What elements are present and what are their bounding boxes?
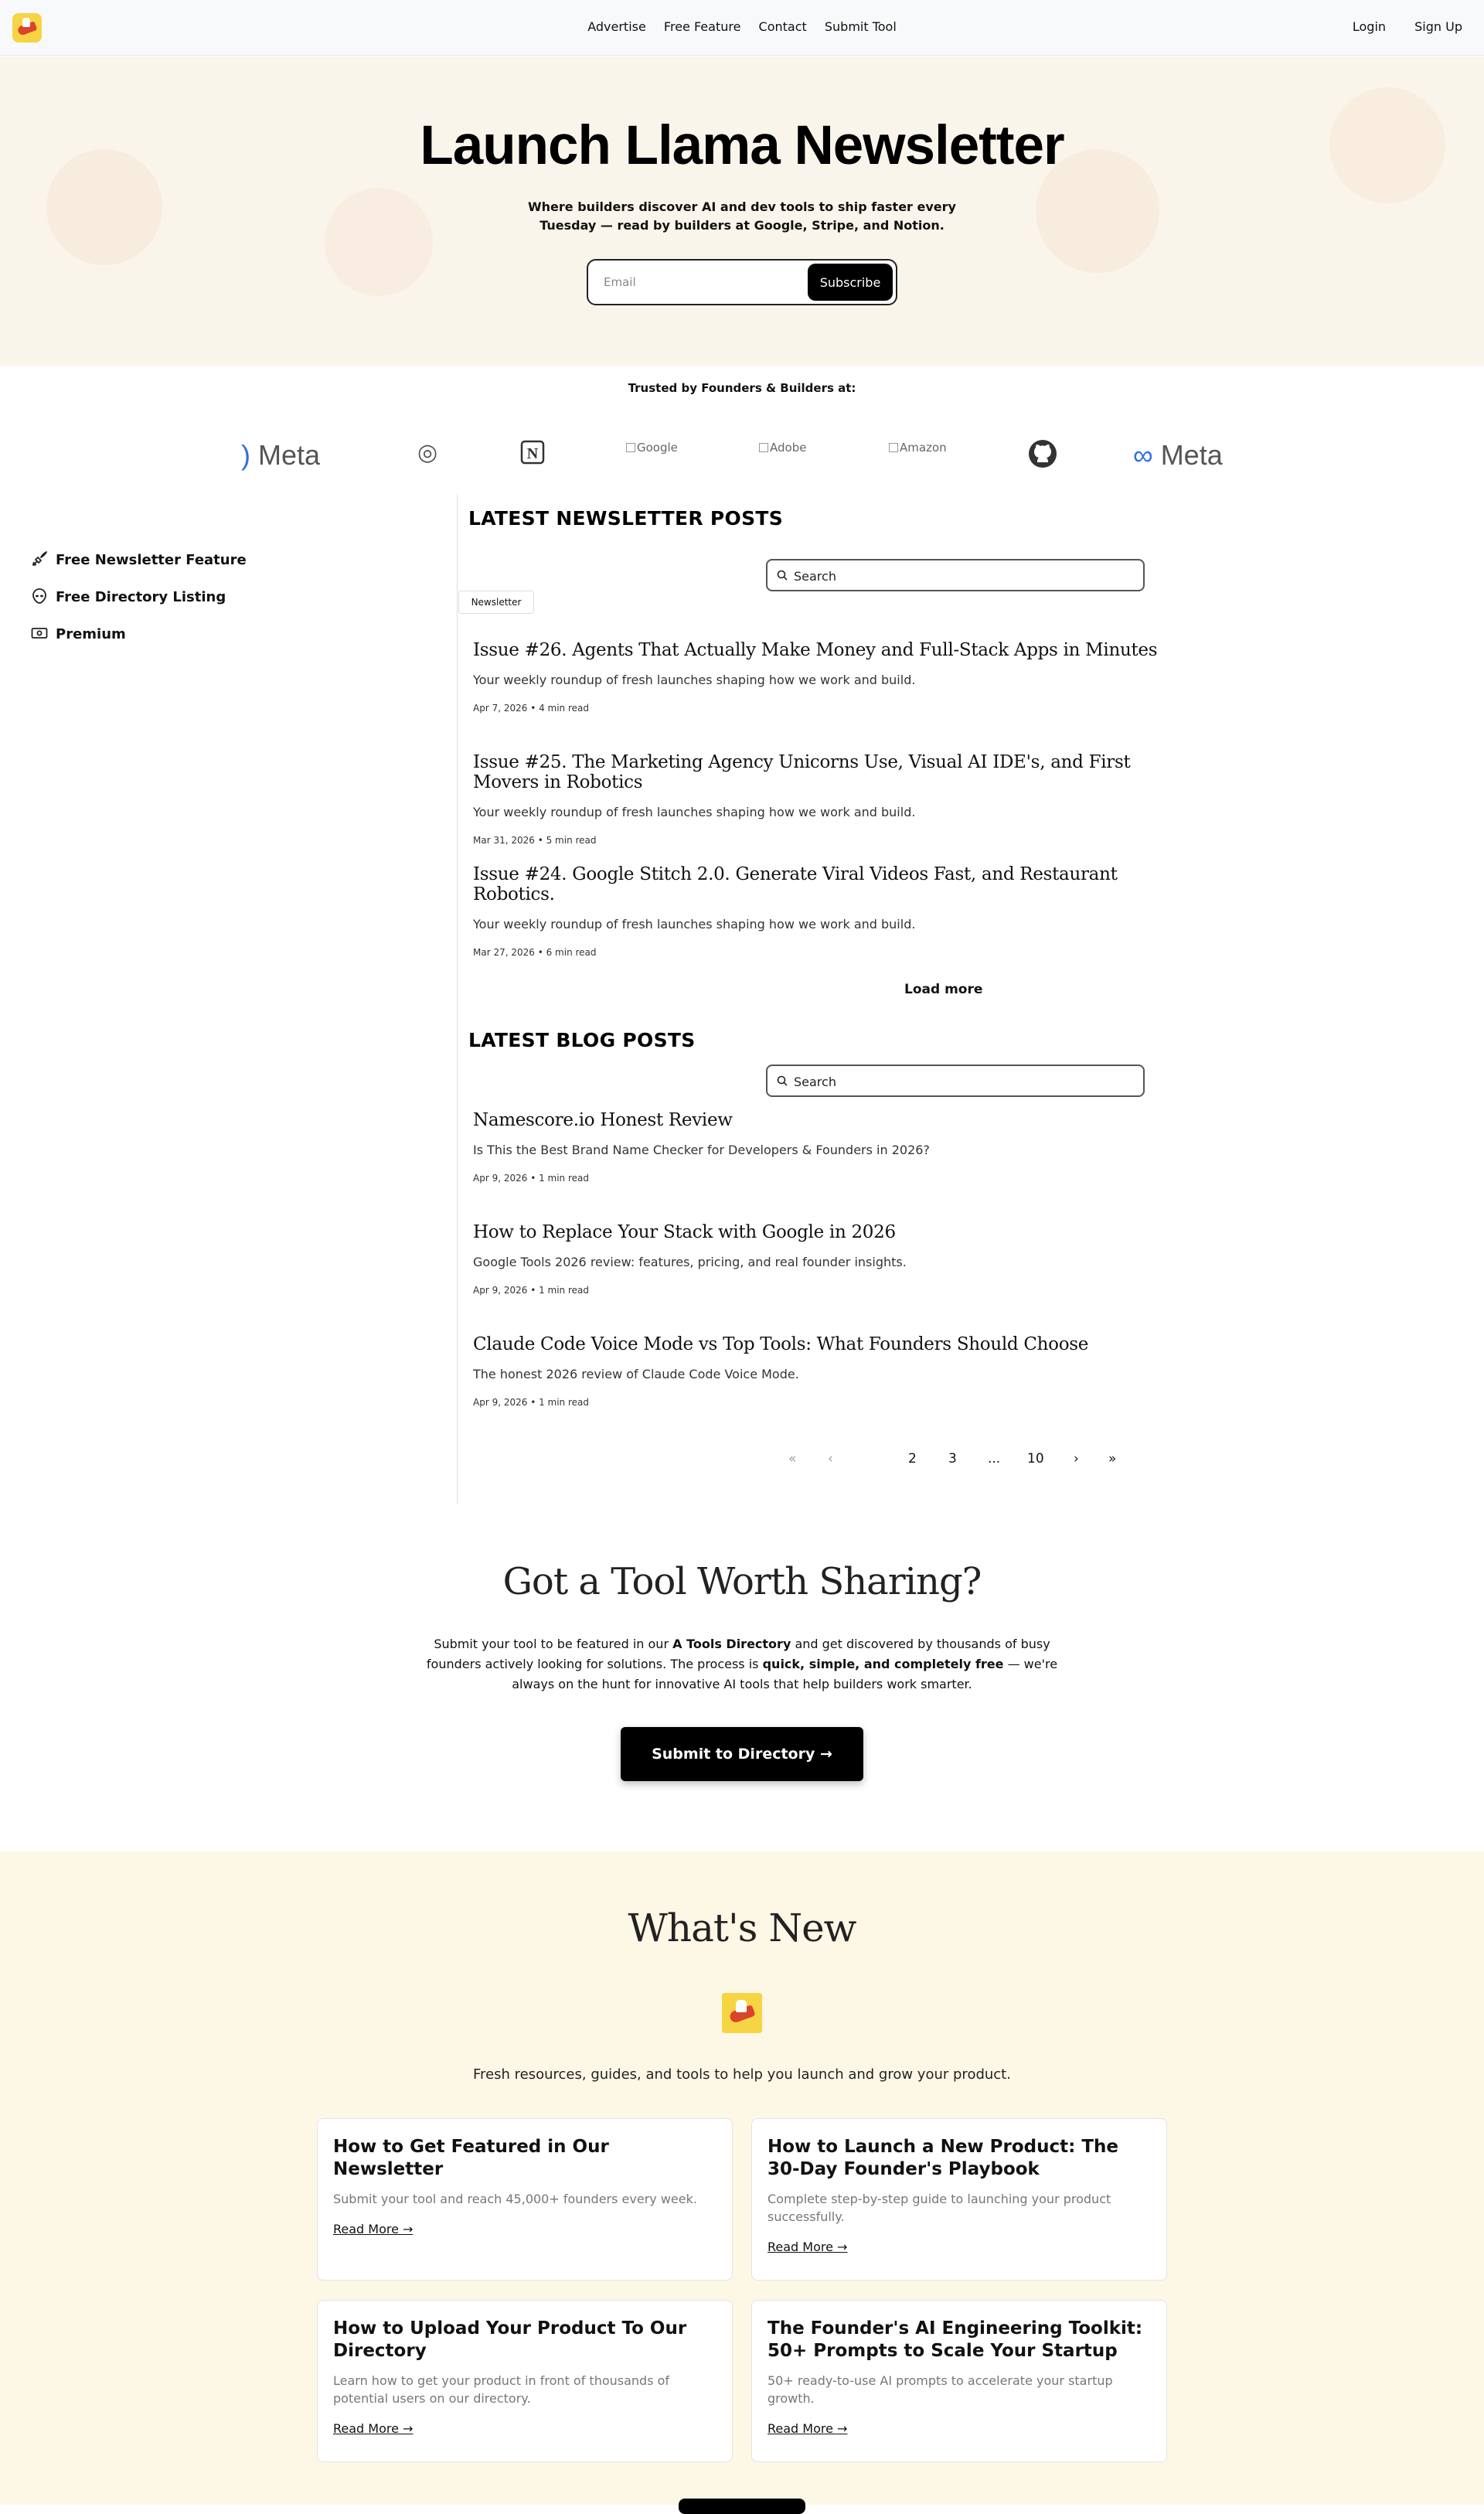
post-title[interactable]: Issue #26. Agents That Actually Make Money and Full-Stack Apps in Minutes <box>473 640 1158 660</box>
hero-title: Launch Llama Newsletter <box>420 115 1064 176</box>
newsletter-tag[interactable]: Newsletter <box>458 591 534 614</box>
read-more-link[interactable]: Read More → <box>333 2421 414 2436</box>
resource-card <box>317 2118 733 2281</box>
newsletter-post <box>473 640 1169 714</box>
meta-logo: ) Meta <box>241 439 321 471</box>
newsletter-post <box>473 752 1169 846</box>
sidebar-item-label: Free Directory Listing <box>56 589 226 605</box>
hero-subtitle: Where builders discover AI and dev tools to ship faster every Tuesday — read by builders at Google, Stripe, and Notion. <box>528 199 956 233</box>
blog-section-title: LATEST BLOG POSTS <box>468 1029 696 1051</box>
post-title[interactable]: How to Replace Your Stack with Google in 2026 <box>473 1222 896 1242</box>
nav-link-free-feature[interactable]: Free Feature <box>663 19 741 34</box>
bottom-button[interactable] <box>679 2499 805 2514</box>
signup-link[interactable]: Sign Up <box>1414 19 1462 34</box>
first-page-button[interactable]: « <box>788 1451 797 1466</box>
resource-card <box>751 2300 1167 2462</box>
card-title: How to Launch a New Product: The 30-Day Founder's Playbook <box>768 2137 1119 2179</box>
notion-icon <box>519 439 546 472</box>
nav-link-advertise[interactable]: Advertise <box>587 19 646 34</box>
sidebar-item-label: Premium <box>56 626 126 642</box>
page-button-3[interactable]: 3 <box>948 1451 957 1466</box>
email-signup-form <box>587 259 897 305</box>
page-ellipsis: ... <box>988 1451 1001 1466</box>
rocket-icon <box>31 550 48 567</box>
adobe-logo: Adobe <box>759 441 806 455</box>
arrow-right-icon: → <box>819 1746 832 1763</box>
post-meta: Apr 7, 2026 • 4 min read <box>473 703 589 714</box>
search-icon <box>777 570 788 581</box>
post-meta: Apr 9, 2026 • 1 min read <box>473 1173 589 1184</box>
load-more-button[interactable]: Load more <box>904 982 983 997</box>
prev-page-button[interactable]: ‹ <box>828 1451 833 1466</box>
card-title: The Founder's AI Engineering Toolkit: 50+ Prompts to Scale Your Startup <box>768 2318 1143 2361</box>
last-page-button[interactable]: » <box>1108 1451 1117 1466</box>
cash-icon <box>31 625 48 642</box>
card-description: Complete step-by-step guide to launching your product successfully. <box>768 2192 1111 2224</box>
whats-new-section <box>0 1851 1484 2505</box>
post-description: Your weekly roundup of fresh launches shaping how we work and build. <box>473 673 916 687</box>
submit-to-directory-button[interactable]: Submit to Directory → <box>621 1727 863 1781</box>
alien-icon <box>31 588 48 605</box>
post-description: The honest 2026 review of Claude Code Voice Mode. <box>473 1367 799 1381</box>
sidebar-item-label: Free Newsletter Feature <box>56 552 247 568</box>
newsletter-post <box>473 864 1169 958</box>
card-description: Learn how to get your product in front of thousands of potential users on our directory. <box>333 2373 670 2406</box>
openai-icon: ◎ <box>417 440 438 465</box>
newsletter-search <box>766 559 1145 591</box>
amazon-logo: Amazon <box>889 441 947 455</box>
card-title: How to Upload Your Product To Our Directory <box>333 2318 687 2361</box>
blog-post <box>473 1110 1169 1184</box>
read-more-link[interactable]: Read More → <box>768 2240 848 2254</box>
search-icon <box>777 1075 788 1086</box>
nav-link-submit-tool[interactable]: Submit Tool <box>824 19 897 34</box>
read-more-link[interactable]: Read More → <box>768 2421 848 2436</box>
sidebar-item-free-newsletter-feature[interactable] <box>31 550 278 588</box>
post-title[interactable]: Issue #24. Google Stitch 2.0. Generate Viral Videos Fast, and Restaurant Robotics. <box>473 864 1118 904</box>
newsletter-search-input[interactable] <box>794 567 1134 585</box>
read-more-link[interactable]: Read More → <box>333 2222 414 2236</box>
blog-post <box>473 1222 1169 1296</box>
post-meta: Apr 9, 2026 • 1 min read <box>473 1397 589 1408</box>
logo-strip <box>241 433 1237 476</box>
sidebar-item-free-directory-listing[interactable] <box>31 588 278 625</box>
post-description: Your weekly roundup of fresh launches shaping how we work and build. <box>473 917 916 932</box>
nav-links <box>0 19 1484 34</box>
post-meta: Mar 27, 2026 • 6 min read <box>473 947 597 958</box>
card-description: Submit your tool and reach 45,000+ founders every week. <box>333 2192 697 2206</box>
whats-new-subtitle: Fresh resources, guides, and tools to help you launch and grow your product. <box>473 2066 1011 2083</box>
post-description: Google Tools 2026 review: features, pricing, and real founder insights. <box>473 1255 907 1269</box>
hero <box>0 56 1484 366</box>
svg-text:N: N <box>526 445 539 462</box>
post-meta: Apr 9, 2026 • 1 min read <box>473 1285 589 1296</box>
cta-description: Submit your tool to be featured in our A Tools Directory and get discovered by thousands of busy founders actively looking for solutions. The process is quick, simple, and completely free — we're always on the hunt for innovative AI tools that help builders work smarter. <box>426 1637 1058 1691</box>
card-title: How to Get Featured in Our Newsletter <box>333 2137 609 2179</box>
trusted-heading: Trusted by Founders & Builders at: <box>628 381 856 395</box>
post-title[interactable]: Claude Code Voice Mode vs Top Tools: What Founders Should Choose <box>473 1334 1089 1354</box>
post-description: Your weekly roundup of fresh launches shaping how we work and build. <box>473 805 916 819</box>
card-description: 50+ ready-to-use AI prompts to accelerate your startup growth. <box>768 2373 1113 2406</box>
sidebar <box>31 550 278 662</box>
next-page-button[interactable]: › <box>1074 1451 1079 1466</box>
google-logo: Google <box>626 441 678 455</box>
cta-title: Got a Tool Worth Sharing? <box>502 1560 982 1603</box>
blog-search-input[interactable] <box>794 1072 1134 1091</box>
newsletter-section-title: LATEST NEWSLETTER POSTS <box>468 507 784 530</box>
blog-search <box>766 1065 1145 1097</box>
sidebar-divider <box>457 495 458 1504</box>
nav-auth <box>1328 19 1462 34</box>
github-icon <box>1028 439 1057 475</box>
launch-llama-logo <box>722 1993 762 2033</box>
email-input[interactable] <box>597 268 798 296</box>
page-button-10[interactable]: 10 <box>1027 1451 1044 1466</box>
page-button-2[interactable]: 2 <box>908 1451 917 1466</box>
resource-card <box>317 2300 733 2462</box>
resource-card <box>751 2118 1167 2281</box>
login-link[interactable]: Login <box>1352 19 1387 34</box>
subscribe-button[interactable]: Subscribe <box>808 264 893 301</box>
nav-link-contact[interactable]: Contact <box>758 19 807 34</box>
sidebar-item-premium[interactable] <box>31 625 278 662</box>
top-nav <box>0 0 1484 56</box>
meta-logo: ∞ Meta <box>1133 439 1223 471</box>
post-title[interactable]: Issue #25. The Marketing Agency Unicorns Use, Visual AI IDE's, and First Movers in Robotics <box>473 752 1131 792</box>
whats-new-title: What's New <box>628 1906 856 1950</box>
post-description: Is This the Best Brand Name Checker for Developers & Founders in 2026? <box>473 1143 930 1157</box>
post-title[interactable]: Namescore.io Honest Review <box>473 1110 733 1130</box>
post-meta: Mar 31, 2026 • 5 min read <box>473 835 597 846</box>
hero-pattern <box>325 188 433 296</box>
blog-post <box>473 1334 1169 1408</box>
